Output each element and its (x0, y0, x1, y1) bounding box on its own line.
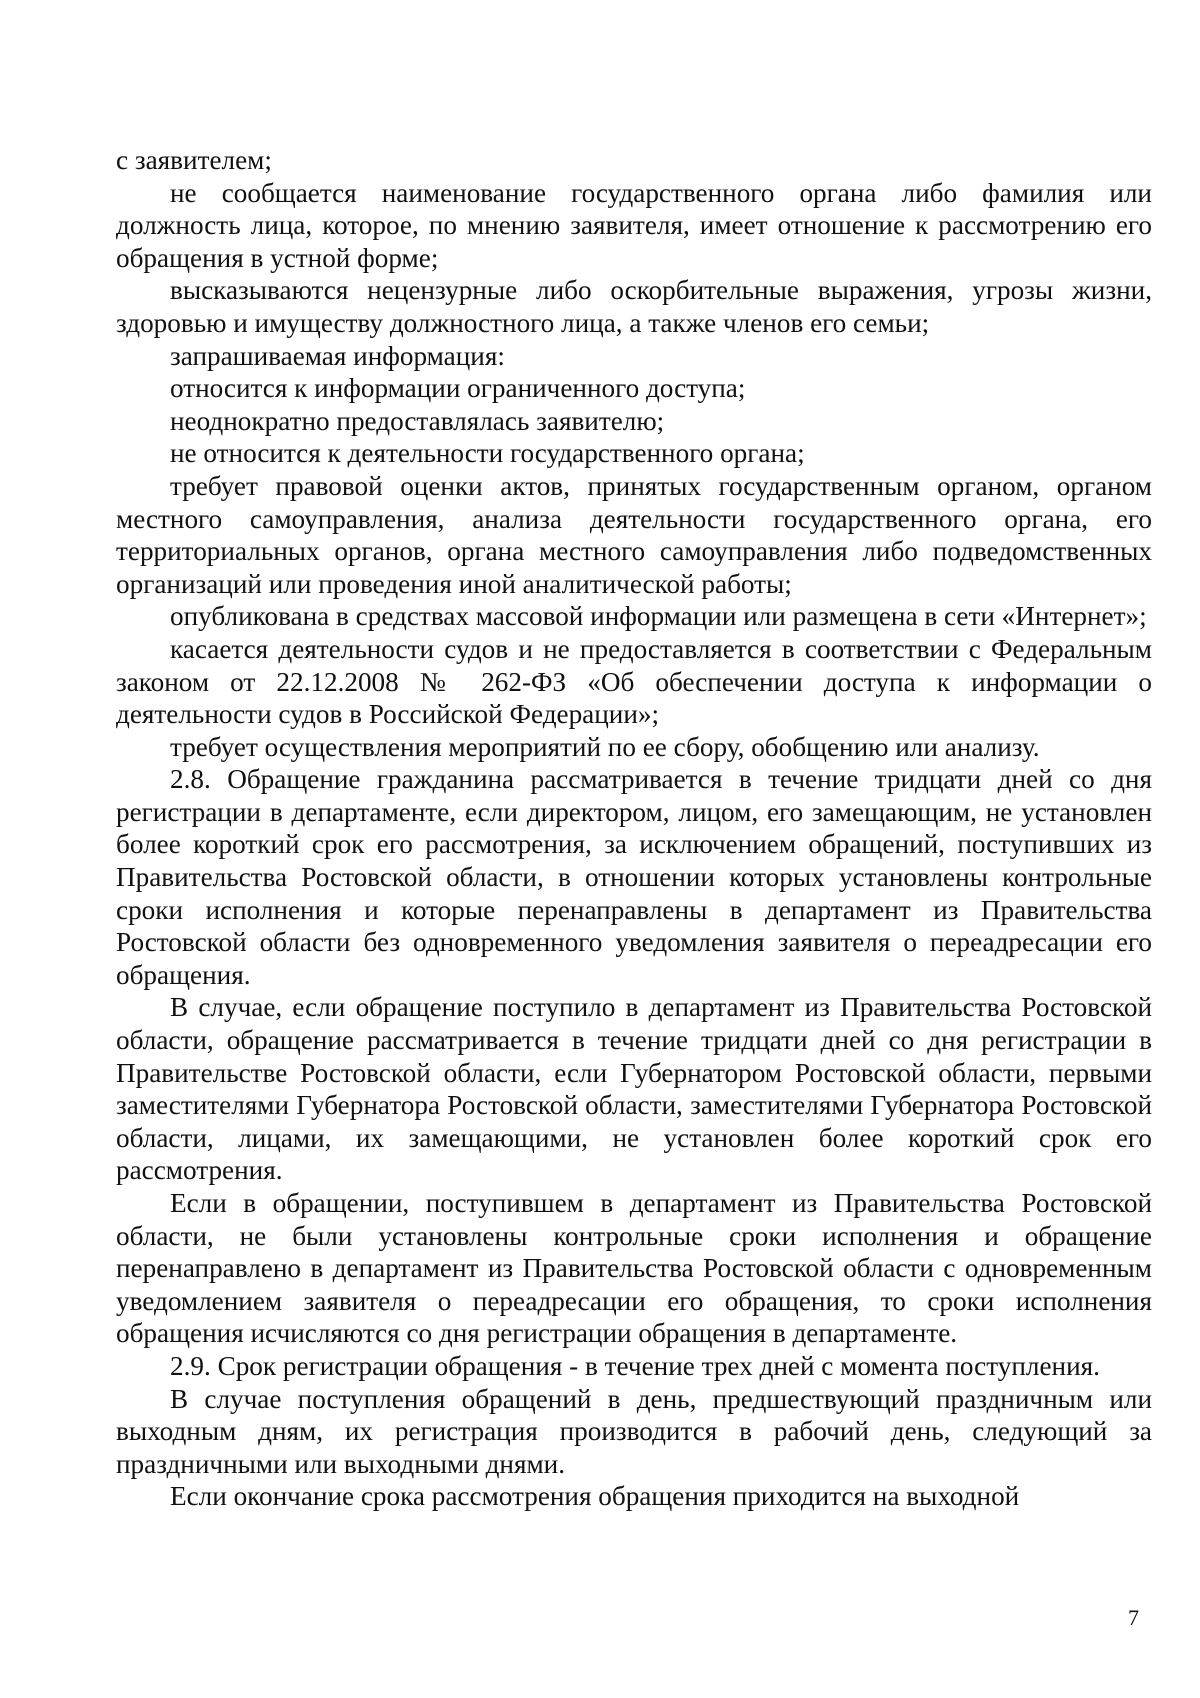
paragraph-11: 2.8. Обращение гражданина рассматривается в течение тридцати дней со дня регистрации в департаменте, если директором, лицом, его замещающим, не установлен более короткий срок его рассмотрения, за исключением обращений, поступивших из Правительства Ростовской области, в отношении которых установлены контрольные сроки исполнения и которые перенаправлены в департамент из Правительства Ростовской области без одновременного уведомления заявителя о переадресации его обращения. (116, 764, 1152, 990)
paragraph-14: 2.9. Срок регистрации обращения - в течение трех дней с момента поступления. (170, 1350, 1100, 1381)
paragraph-5: неоднократно предоставлялась заявителю; (170, 405, 665, 436)
paragraph-6: не относится к деятельности государственного органа; (170, 438, 805, 469)
page-number: 7 (1128, 1605, 1139, 1630)
paragraph-7: требует правовой оценки актов, принятых государственным органом, органом местного самоуправления, анализа деятельности государственного органа, его территориальных органов, органа местного самоуправления либо подведомственных организаций или проведения иной аналитической работы; (116, 470, 1152, 599)
document-body (116, 144, 1152, 1513)
paragraph-15: В случае поступления обращений в день, предшествующий праздничным или выходным дням, их регистрация производится в рабочий день, следующий за праздничными или выходными днями. (116, 1383, 1152, 1479)
paragraph-16: Если окончание срока рассмотрения обращения приходится на выходной (170, 1481, 1020, 1512)
paragraph-0: с заявителем; (116, 145, 272, 175)
paragraph-9: касается деятельности судов и не предоставляется в соответствии с Федеральным законом от 22.12.2008 № 262-ФЗ «Об обеспечении доступа к информации о деятельности судов в Российской Федерации»; (116, 633, 1152, 730)
paragraph-13: Если в обращении, поступившем в департамент из Правительства Ростовской области, не были установлены контрольные сроки исполнения и обращение перенаправлено в департамент из Правительства Ростовской области с одновременным уведомлением заявителя о переадресации его обращения, то сроки исполнения обращения исчисляются со дня регистрации обращения в департаменте. (116, 1188, 1152, 1349)
paragraph-10: требует осуществления мероприятий по ее сбору, обобщению или анализу. (170, 731, 1040, 762)
paragraph-12: В случае, если обращение поступило в департамент из Правительства Ростовской области, обращение рассматривается в течение тридцати дней со дня регистрации в Правительстве Ростовской области, если Губернатором Ростовской области, первыми заместителями Губернатора Ростовской области, заместителями Губернатора Ростовской области, лицами, их замещающими, не установлен более короткий срок его рассмотрения. (116, 992, 1152, 1186)
paragraph-3: запрашиваемая информация: (170, 340, 505, 371)
paragraph-2: высказываются нецензурные либо оскорбительные выражения, угрозы жизни, здоровью и имуществу должностного лица, а также членов его семьи; (116, 275, 1152, 338)
paragraph-1: не сообщается наименование государственного органа либо фамилия или должность лица, которое, по мнению заявителя, имеет отношение к рассмотрению его обращения в устной форме; (116, 177, 1152, 273)
paragraph-8: опубликована в средствах массовой информации или размещена в сети «Интернет»; (170, 601, 1147, 632)
paragraph-4: относится к информации ограниченного доступа; (170, 373, 746, 404)
